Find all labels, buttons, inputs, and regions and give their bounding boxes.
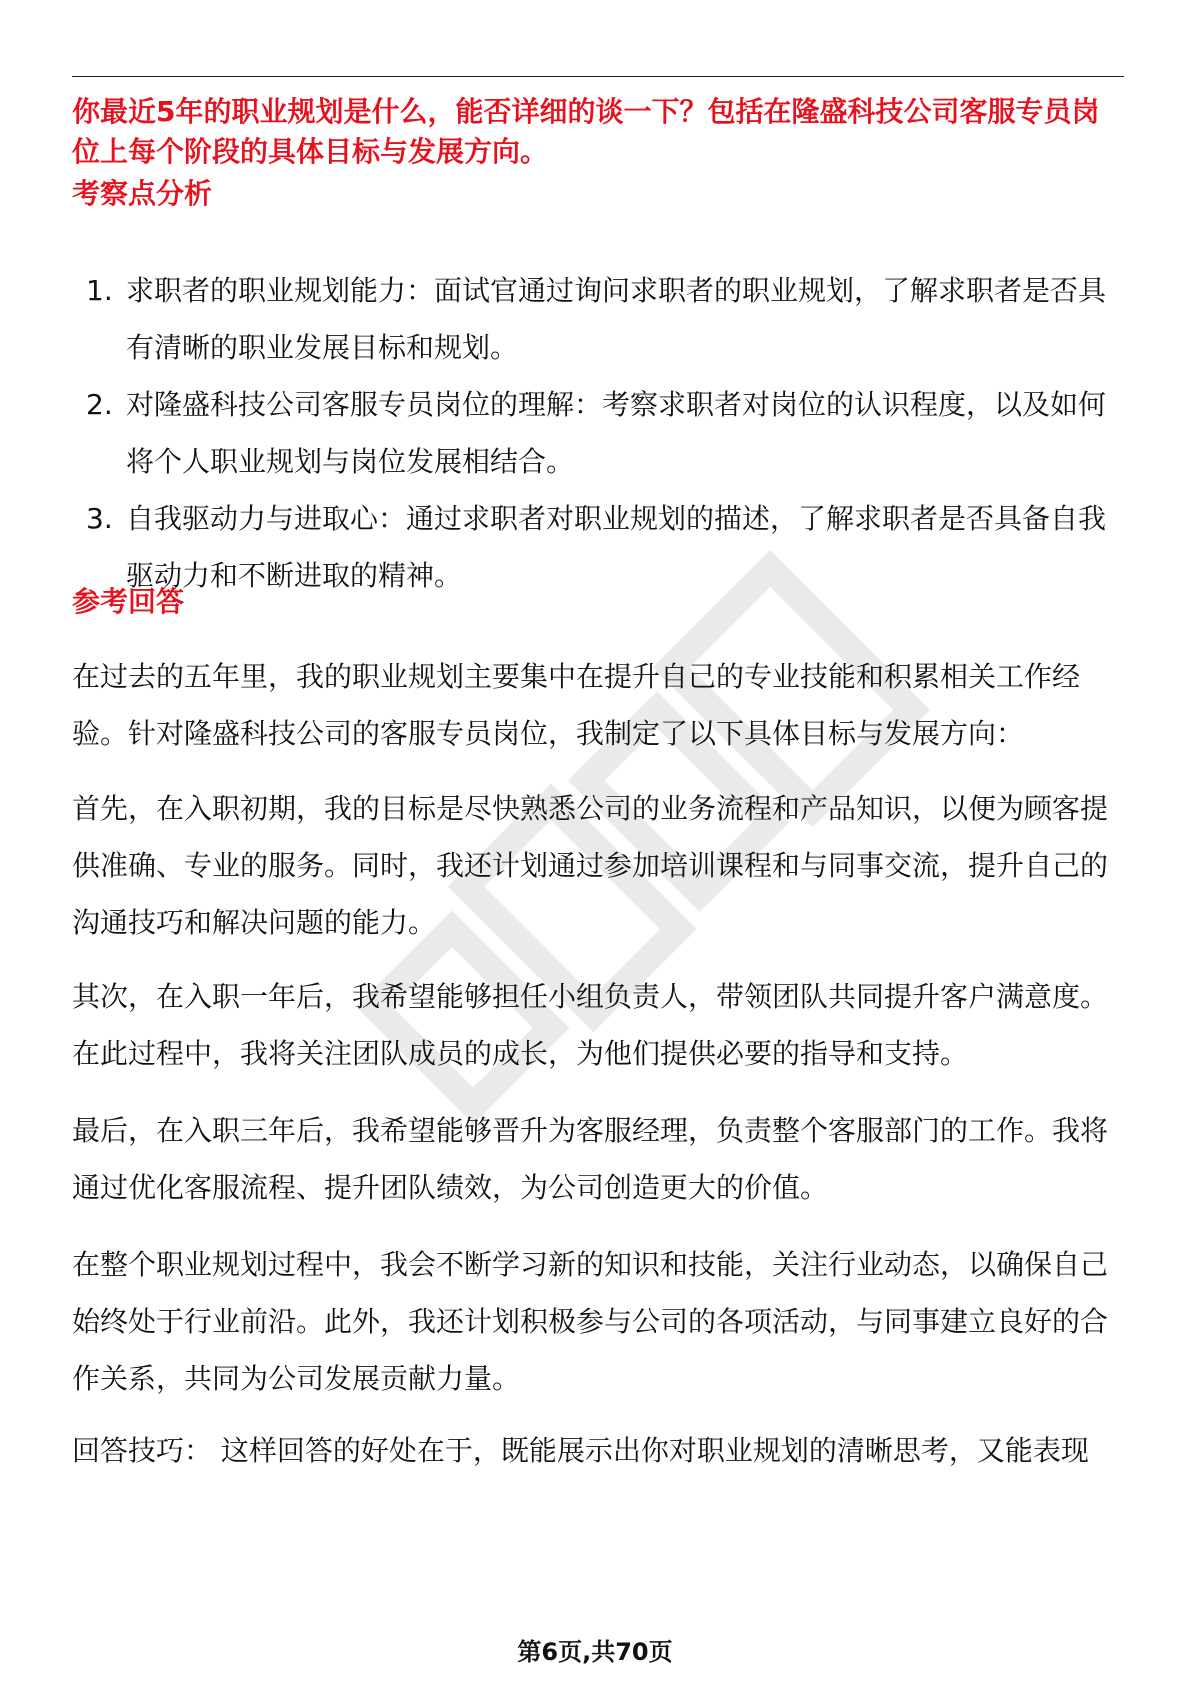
- answer-heading: 参考回答: [72, 585, 185, 618]
- answer-paragraph: 首先，在入职初期，我的目标是尽快熟悉公司的业务流程和产品知识，以便为顾客提供准确、专业的服务。同时，我还计划通过参加培训课程和与同事交流，提升自己的沟通技巧和解决问题的能力。: [72, 792, 1109, 939]
- question-title: 你最近5年的职业规划是什么，能否详细的谈一下？包括在隆盛科技公司客服专员岗位上每个阶段的具体目标与发展方向。: [72, 95, 1100, 168]
- answer-paragraph: 其次，在入职一年后，我希望能够担任小组负责人，带领团队共同提升客户满意度。在此过程中，我将关注团队成员的成长，为他们提供必要的指导和支持。: [72, 980, 1109, 1070]
- analysis-item-text: 求职者的职业规划能力：面试官通过询问求职者的职业规划，了解求职者是否具有清晰的职业发展目标和规划。: [126, 274, 1107, 364]
- page-number: 第6页,共70页: [517, 1638, 673, 1666]
- analysis-item-1: [72, 262, 1124, 376]
- analysis-heading: 考察点分析: [72, 177, 213, 210]
- analysis-item-2: [72, 376, 1124, 490]
- list-number: 3.: [86, 502, 113, 535]
- analysis-list: [72, 262, 1124, 604]
- answer-paragraph: 在整个职业规划过程中，我会不断学习新的知识和技能，关注行业动态，以确保自己始终处于行业前沿。此外，我还计划积极参与公司的各项活动，与同事建立良好的合作关系，共同为公司发展贡献力量。: [72, 1248, 1109, 1395]
- analysis-item-3: [72, 490, 1124, 604]
- analysis-item-text: 对隆盛科技公司客服专员岗位的理解：考察求职者对岗位的认识程度，以及如何将个人职业规划与岗位发展相结合。: [126, 388, 1107, 478]
- analysis-item-text: 自我驱动力与进取心：通过求职者对职业规划的描述，了解求职者是否具备自我驱动力和不断进取的精神。: [126, 502, 1107, 592]
- answer-paragraph: 最后，在入职三年后，我希望能够晋升为客服经理，负责整个客服部门的工作。我将通过优化客服流程、提升团队绩效，为公司创造更大的价值。: [72, 1114, 1109, 1204]
- answer-paragraph: 在过去的五年里，我的职业规划主要集中在提升自己的专业技能和积累相关工作经验。针对隆盛科技公司的客服专员岗位，我制定了以下具体目标与发展方向：: [72, 660, 1081, 750]
- top-divider: [72, 76, 1124, 77]
- answer-tip: 回答技巧： 这样回答的好处在于，既能展示出你对职业规划的清晰思考，又能表现: [72, 1434, 1089, 1467]
- list-number: 1.: [86, 274, 113, 307]
- list-number: 2.: [86, 388, 113, 421]
